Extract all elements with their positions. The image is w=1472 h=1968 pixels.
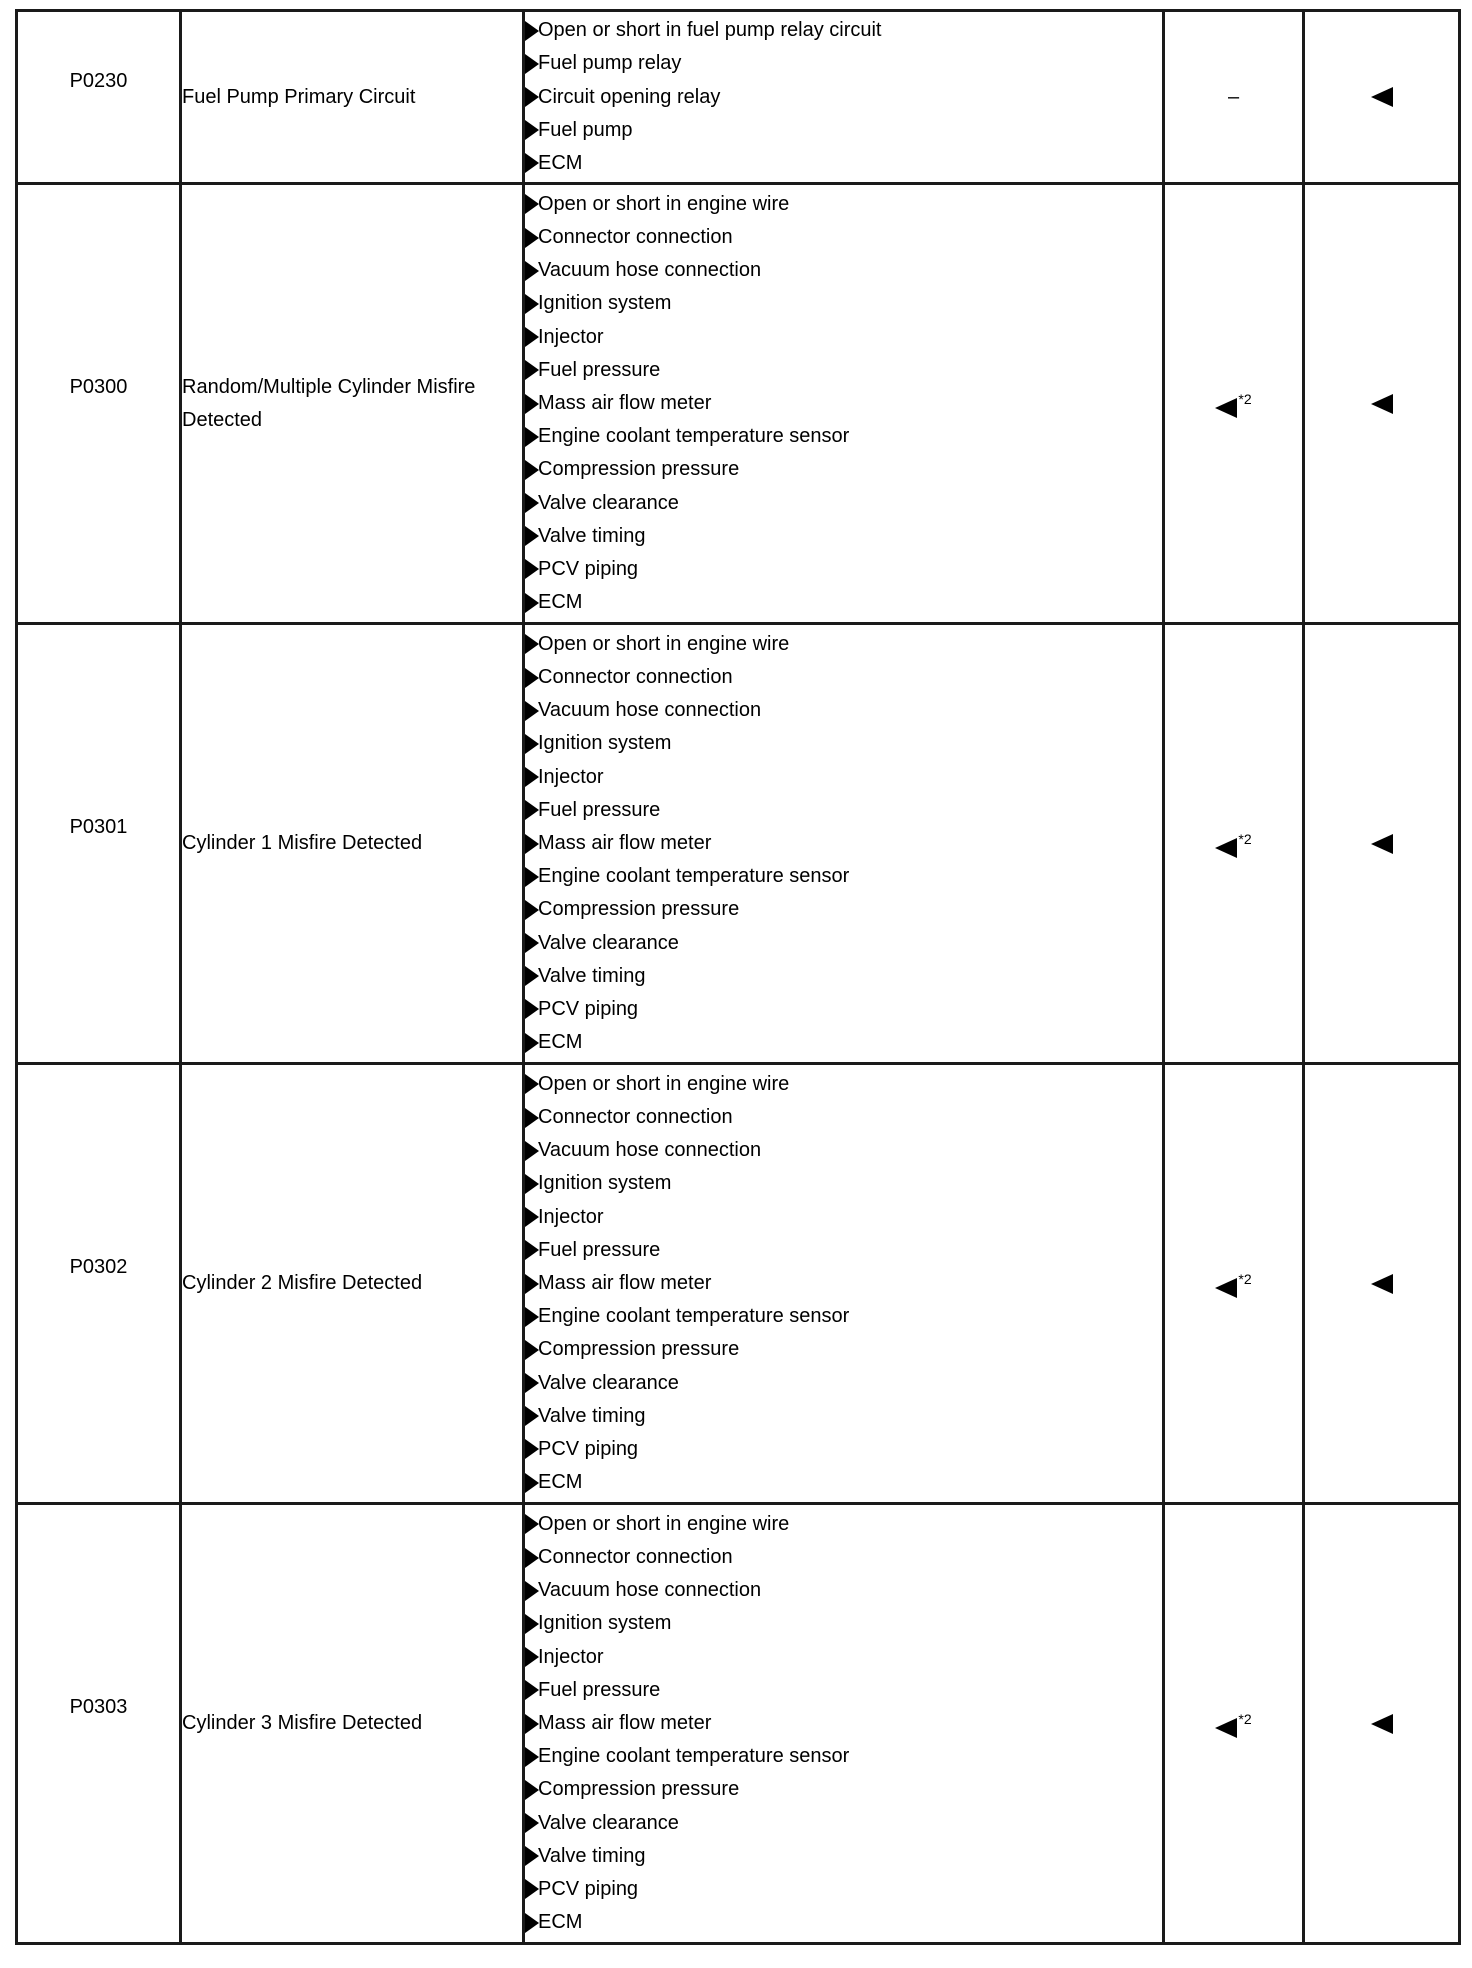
bullet-triangle-icon — [525, 493, 539, 513]
memory-cell — [1304, 1504, 1460, 1944]
trouble-area-item — [525, 761, 1162, 794]
trouble-area-text: Fuel pressure — [538, 358, 661, 381]
trouble-area-text: Valve timing — [538, 1844, 646, 1867]
trouble-area-text: Fuel pressure — [538, 1678, 661, 1701]
mil-cell — [1164, 11, 1304, 184]
trouble-area-item — [525, 1234, 1162, 1267]
dtc-code-cell — [17, 11, 181, 184]
bullet-triangle-icon — [525, 1373, 539, 1393]
bullet-triangle-icon — [525, 460, 539, 480]
trouble-area-item — [525, 1026, 1162, 1059]
trouble-area-item — [525, 1873, 1162, 1906]
trouble-area-text: Valve clearance — [538, 491, 679, 514]
mil-indicator-icon — [1215, 1718, 1237, 1738]
bullet-triangle-icon — [525, 1813, 539, 1833]
trouble-area-item — [525, 14, 1162, 47]
mil-footnote: *2 — [1238, 1710, 1252, 1727]
bullet-triangle-icon — [525, 966, 539, 986]
trouble-area-text: Open or short in engine wire — [538, 192, 790, 215]
trouble-area-text: Engine coolant temperature sensor — [538, 865, 850, 888]
bullet-triangle-icon — [525, 668, 539, 688]
bullet-triangle-icon — [525, 1473, 539, 1493]
trouble-area-cell — [524, 624, 1164, 1064]
trouble-area-item — [525, 661, 1162, 694]
bullet-triangle-icon — [525, 867, 539, 887]
detection-item-cell — [181, 1504, 524, 1944]
memory-indicator-icon — [1371, 394, 1393, 414]
trouble-area-text: Vacuum hose connection — [538, 1139, 762, 1162]
trouble-area-text: Ignition system — [538, 1612, 672, 1635]
trouble-area-text: Fuel pressure — [538, 798, 661, 821]
memory-indicator-icon — [1371, 834, 1393, 854]
trouble-area-item — [525, 827, 1162, 860]
dtc-code-cell — [17, 1504, 181, 1944]
trouble-area-item — [525, 387, 1162, 420]
trouble-area-text: Fuel pump relay — [538, 52, 682, 75]
bullet-triangle-icon — [525, 1747, 539, 1767]
trouble-area-text: Compression pressure — [538, 1778, 740, 1801]
trouble-area-text: Connector connection — [538, 1546, 733, 1569]
bullet-triangle-icon — [525, 1207, 539, 1227]
trouble-area-text: ECM — [538, 1031, 583, 1054]
detection-item-cell — [181, 624, 524, 1064]
bullet-triangle-icon — [525, 1614, 539, 1634]
mil-cell — [1164, 1064, 1304, 1504]
memory-indicator-icon — [1371, 87, 1393, 107]
trouble-area-text: Vacuum hose connection — [538, 699, 762, 722]
table-row — [17, 1064, 1460, 1504]
trouble-area-text: Open or short in engine wire — [538, 1512, 790, 1535]
bullet-triangle-icon — [525, 701, 539, 721]
bullet-triangle-icon — [525, 1274, 539, 1294]
trouble-area-item — [525, 993, 1162, 1026]
trouble-area-item — [525, 628, 1162, 661]
trouble-area-text: Compression pressure — [538, 898, 740, 921]
trouble-area-item — [525, 893, 1162, 926]
trouble-area-text: Injector — [538, 1645, 604, 1668]
mil-value: – — [1227, 85, 1240, 108]
memory-cell — [1304, 624, 1460, 1064]
trouble-area-text: PCV piping — [538, 1437, 639, 1460]
trouble-area-cell — [524, 184, 1164, 624]
mil-cell — [1164, 184, 1304, 624]
mil-indicator-icon — [1215, 398, 1237, 418]
bullet-triangle-icon — [525, 1108, 539, 1128]
trouble-area-text: Valve timing — [538, 1404, 646, 1427]
trouble-area-text: ECM — [538, 1471, 583, 1494]
bullet-triangle-icon — [525, 120, 539, 140]
trouble-area-item — [525, 1068, 1162, 1101]
trouble-area-text: ECM — [538, 591, 583, 614]
bullet-triangle-icon — [525, 1033, 539, 1053]
detection-item: Cylinder 1 Misfire Detected — [182, 832, 423, 854]
dtc-code: P0302 — [69, 1256, 128, 1278]
dtc-code-cell — [17, 184, 181, 624]
bullet-triangle-icon — [525, 593, 539, 613]
memory-cell — [1304, 1064, 1460, 1504]
trouble-area-text: ECM — [538, 151, 583, 174]
trouble-area-item — [525, 321, 1162, 354]
trouble-area-item — [525, 1740, 1162, 1773]
trouble-area-item — [525, 47, 1162, 80]
bullet-triangle-icon — [525, 394, 539, 414]
bullet-triangle-icon — [525, 153, 539, 173]
trouble-area-item — [525, 453, 1162, 486]
trouble-area-item — [525, 254, 1162, 287]
trouble-area-item — [525, 520, 1162, 553]
bullet-triangle-icon — [525, 54, 539, 74]
bullet-triangle-icon — [525, 1647, 539, 1667]
trouble-area-item — [525, 114, 1162, 147]
bullet-triangle-icon — [525, 800, 539, 820]
detection-item: Cylinder 2 Misfire Detected — [182, 1272, 423, 1294]
trouble-area-item — [525, 1607, 1162, 1640]
trouble-area-item — [525, 1574, 1162, 1607]
bullet-triangle-icon — [525, 1913, 539, 1933]
trouble-area-text: Mass air flow meter — [538, 832, 712, 854]
trouble-area-text: ECM — [538, 1911, 583, 1934]
trouble-area-item — [525, 860, 1162, 893]
trouble-area-text: PCV piping — [538, 997, 639, 1020]
bullet-triangle-icon — [525, 21, 539, 41]
memory-indicator-icon — [1371, 1274, 1393, 1294]
table-row — [17, 11, 1460, 184]
trouble-area-text: Vacuum hose connection — [538, 259, 762, 282]
table-row — [17, 184, 1460, 624]
trouble-area-text: Connector connection — [538, 666, 733, 689]
trouble-area-text: Vacuum hose connection — [538, 1579, 762, 1602]
bullet-triangle-icon — [525, 634, 539, 654]
bullet-triangle-icon — [525, 1514, 539, 1534]
bullet-triangle-icon — [525, 1307, 539, 1327]
detection-item-cell — [181, 1064, 524, 1504]
trouble-area-item — [525, 1333, 1162, 1366]
detection-item: Random/Multiple Cylinder Misfire Detected — [182, 375, 476, 431]
bullet-triangle-icon — [525, 1581, 539, 1601]
trouble-area-text: Valve clearance — [538, 1371, 679, 1394]
trouble-area-item — [525, 960, 1162, 993]
bullet-triangle-icon — [525, 1141, 539, 1161]
detection-item: Fuel Pump Primary Circuit — [182, 85, 416, 108]
trouble-area-item — [525, 1508, 1162, 1541]
mil-cell — [1164, 1504, 1304, 1944]
dtc-code: P0301 — [69, 816, 128, 838]
trouble-area-text: Compression pressure — [538, 458, 740, 481]
bullet-triangle-icon — [525, 1406, 539, 1426]
trouble-area-item — [525, 147, 1162, 180]
mil-footnote: *2 — [1238, 1270, 1252, 1287]
bullet-triangle-icon — [525, 1548, 539, 1568]
trouble-area-item — [525, 1433, 1162, 1466]
bullet-triangle-icon — [525, 526, 539, 546]
trouble-area-text: Engine coolant temperature sensor — [538, 1745, 850, 1768]
table-row — [17, 624, 1460, 1064]
dtc-code: P0300 — [69, 376, 128, 398]
trouble-area-item — [525, 188, 1162, 221]
detection-item-cell — [181, 184, 524, 624]
detection-item: Cylinder 3 Misfire Detected — [182, 1712, 423, 1734]
trouble-area-item — [525, 287, 1162, 320]
trouble-area-text: Ignition system — [538, 732, 672, 755]
bullet-triangle-icon — [525, 1240, 539, 1260]
trouble-area-item — [525, 926, 1162, 959]
dtc-code-cell — [17, 624, 181, 1064]
bullet-triangle-icon — [525, 1680, 539, 1700]
bullet-triangle-icon — [525, 1879, 539, 1899]
trouble-area-text: Ignition system — [538, 292, 672, 315]
dtc-code: P0303 — [69, 1696, 128, 1718]
trouble-area-item — [525, 1134, 1162, 1167]
trouble-area-text: Fuel pump — [538, 118, 633, 141]
bullet-triangle-icon — [525, 1074, 539, 1094]
trouble-area-item — [525, 1300, 1162, 1333]
trouble-area-item — [525, 586, 1162, 619]
trouble-area-text: Engine coolant temperature sensor — [538, 1305, 850, 1328]
trouble-area-cell — [524, 1064, 1164, 1504]
mil-footnote: *2 — [1238, 830, 1252, 847]
bullet-triangle-icon — [525, 194, 539, 214]
trouble-area-text: PCV piping — [538, 1877, 639, 1900]
trouble-area-item — [525, 80, 1162, 113]
bullet-triangle-icon — [525, 734, 539, 754]
trouble-area-text: Compression pressure — [538, 1338, 740, 1361]
trouble-area-text: Valve clearance — [538, 1811, 679, 1834]
trouble-area-item — [525, 1400, 1162, 1433]
dtc-table — [15, 9, 1461, 1945]
trouble-area-item — [525, 1267, 1162, 1300]
table-row — [17, 1504, 1460, 1944]
trouble-area-item — [525, 1167, 1162, 1200]
bullet-triangle-icon — [525, 360, 539, 380]
trouble-area-item — [525, 1466, 1162, 1499]
trouble-area-text: Engine coolant temperature sensor — [538, 425, 850, 448]
trouble-area-item — [525, 221, 1162, 254]
trouble-area-text: Mass air flow meter — [538, 392, 712, 414]
trouble-area-text: Connector connection — [538, 1106, 733, 1129]
trouble-area-item — [525, 420, 1162, 453]
bullet-triangle-icon — [525, 999, 539, 1019]
trouble-area-text: Injector — [538, 1205, 604, 1228]
trouble-area-text: Ignition system — [538, 1172, 672, 1195]
bullet-triangle-icon — [525, 559, 539, 579]
trouble-area-item — [525, 1707, 1162, 1740]
trouble-area-item — [525, 1541, 1162, 1574]
bullet-triangle-icon — [525, 1846, 539, 1866]
trouble-area-text: Mass air flow meter — [538, 1712, 712, 1734]
bullet-triangle-icon — [525, 261, 539, 281]
trouble-area-item — [525, 1201, 1162, 1234]
bullet-triangle-icon — [525, 228, 539, 248]
trouble-area-text: Fuel pressure — [538, 1238, 661, 1261]
memory-cell — [1304, 11, 1460, 184]
trouble-area-text: Open or short in engine wire — [538, 1072, 790, 1095]
detection-item-cell — [181, 11, 524, 184]
mil-indicator-icon — [1215, 838, 1237, 858]
trouble-area-item — [525, 1906, 1162, 1939]
dtc-code: P0230 — [69, 69, 128, 92]
bullet-triangle-icon — [525, 327, 539, 347]
trouble-area-item — [525, 553, 1162, 586]
memory-indicator-icon — [1371, 1714, 1393, 1734]
trouble-area-text: Circuit opening relay — [538, 85, 721, 108]
trouble-area-text: Valve timing — [538, 964, 646, 987]
trouble-area-item — [525, 354, 1162, 387]
trouble-area-text: Valve clearance — [538, 931, 679, 954]
bullet-triangle-icon — [525, 294, 539, 314]
trouble-area-text: Injector — [538, 765, 604, 788]
bullet-triangle-icon — [525, 1714, 539, 1734]
bullet-triangle-icon — [525, 834, 539, 854]
memory-cell — [1304, 184, 1460, 624]
dtc-code-cell — [17, 1064, 181, 1504]
trouble-area-item — [525, 694, 1162, 727]
bullet-triangle-icon — [525, 933, 539, 953]
trouble-area-item — [525, 1366, 1162, 1399]
trouble-area-item — [525, 1641, 1162, 1674]
trouble-area-item — [525, 1806, 1162, 1839]
bullet-triangle-icon — [525, 87, 539, 107]
trouble-area-item — [525, 794, 1162, 827]
trouble-area-text: Injector — [538, 325, 604, 348]
trouble-area-item — [525, 1674, 1162, 1707]
trouble-area-item — [525, 1101, 1162, 1134]
trouble-area-item — [525, 1773, 1162, 1806]
bullet-triangle-icon — [525, 1340, 539, 1360]
trouble-area-text: Open or short in fuel pump relay circuit — [538, 19, 882, 42]
mil-footnote: *2 — [1238, 390, 1252, 407]
trouble-area-text: Mass air flow meter — [538, 1272, 712, 1294]
trouble-area-text: PCV piping — [538, 557, 639, 580]
bullet-triangle-icon — [525, 767, 539, 787]
bullet-triangle-icon — [525, 1780, 539, 1800]
mil-cell — [1164, 624, 1304, 1064]
trouble-area-text: Open or short in engine wire — [538, 632, 790, 655]
bullet-triangle-icon — [525, 1174, 539, 1194]
bullet-triangle-icon — [525, 427, 539, 447]
trouble-area-item — [525, 727, 1162, 760]
bullet-triangle-icon — [525, 900, 539, 920]
trouble-area-text: Connector connection — [538, 226, 733, 249]
trouble-area-item — [525, 1840, 1162, 1873]
trouble-area-item — [525, 486, 1162, 519]
trouble-area-cell — [524, 1504, 1164, 1944]
trouble-area-text: Valve timing — [538, 524, 646, 547]
mil-indicator-icon — [1215, 1278, 1237, 1298]
trouble-area-cell — [524, 11, 1164, 184]
bullet-triangle-icon — [525, 1439, 539, 1459]
